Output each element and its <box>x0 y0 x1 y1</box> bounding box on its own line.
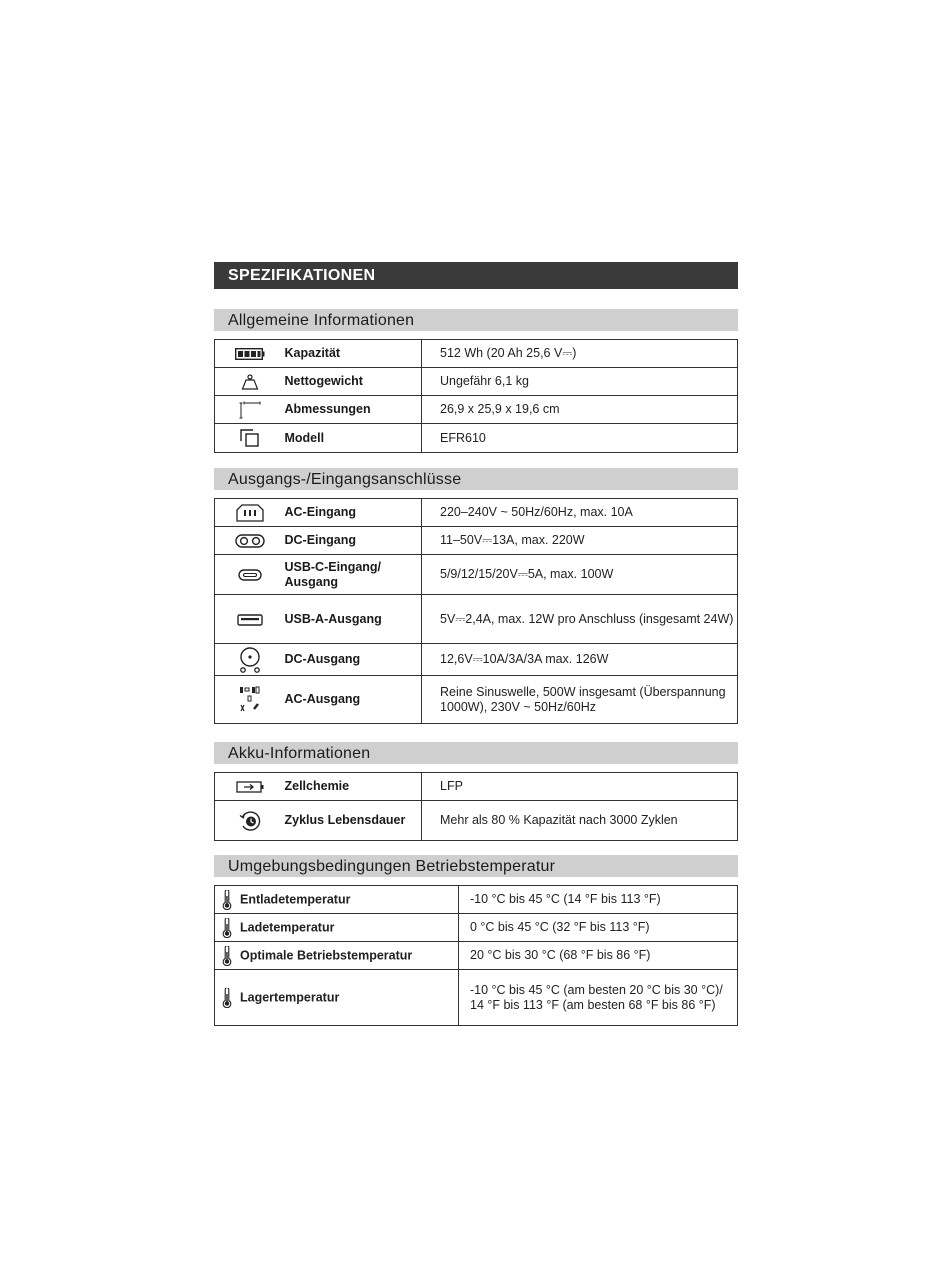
general-table <box>214 339 738 453</box>
spec-label: Optimale Betriebstemperatur <box>240 948 413 962</box>
spec-value: 11–50V⎓13A, max. 220W <box>422 527 738 555</box>
table-row <box>215 773 738 801</box>
spec-page <box>214 262 738 1026</box>
ports-table <box>214 498 738 724</box>
table-row <box>215 396 738 424</box>
table-row <box>215 527 738 555</box>
spec-value: 5/9/12/15/20V⎓5A, max. 100W <box>422 555 738 595</box>
spec-label: Modell <box>285 424 422 453</box>
thermometer-icon <box>222 918 234 938</box>
table-row <box>215 644 738 676</box>
spec-label: AC-Eingang <box>285 499 422 527</box>
cell-chemistry-icon <box>215 773 285 801</box>
spec-value: Ungefähr 6,1 kg <box>422 368 738 396</box>
table-row <box>215 595 738 644</box>
spec-label: DC-Eingang <box>285 527 422 555</box>
spec-value: -10 °C bis 45 °C (am besten 20 °C bis 30 °C)/ 14 °F bis 113 °F (am besten 68 °F bis 86 °F) <box>459 970 738 1026</box>
weight-icon <box>215 368 285 396</box>
section-title-ports: Ausgangs-/Eingangsanschlüsse <box>214 468 738 490</box>
environment-table <box>214 885 738 1026</box>
spec-label: Kapazität <box>285 340 422 368</box>
spec-label: Nettogewicht <box>285 368 422 396</box>
spec-value: 512 Wh (20 Ah 25,6 V⎓) <box>422 340 738 368</box>
dc-output-icon <box>215 644 285 676</box>
section-title-environment: Umgebungsbedingungen Betriebstemperatur <box>214 855 738 877</box>
table-row <box>215 424 738 453</box>
spec-value: Reine Sinuswelle, 500W insgesamt (Überspannung 1000W), 230V ~ 50Hz/60Hz <box>422 676 738 724</box>
spec-value: EFR610 <box>422 424 738 453</box>
usb-a-icon <box>215 595 285 644</box>
spec-label: DC-Ausgang <box>285 644 422 676</box>
spec-value: 0 °C bis 45 °C (32 °F bis 113 °F) <box>459 914 738 942</box>
model-icon <box>215 424 285 453</box>
section-title-general: Allgemeine Informationen <box>214 309 738 331</box>
table-row <box>215 368 738 396</box>
usb-c-icon <box>215 555 285 595</box>
spec-label: Lagertemperatur <box>240 990 340 1004</box>
table-row <box>215 499 738 527</box>
dc-input-icon <box>215 527 285 555</box>
table-row <box>215 886 738 914</box>
spec-value: Mehr als 80 % Kapazität nach 3000 Zyklen <box>422 801 738 841</box>
thermometer-icon <box>222 988 234 1008</box>
battery-table <box>214 772 738 841</box>
spec-value: 26,9 x 25,9 x 19,6 cm <box>422 396 738 424</box>
thermometer-icon <box>222 946 234 966</box>
table-row <box>215 555 738 595</box>
spec-value: 220–240V ~ 50Hz/60Hz, max. 10A <box>422 499 738 527</box>
spec-value: -10 °C bis 45 °C (14 °F bis 113 °F) <box>459 886 738 914</box>
spec-label: Ladetemperatur <box>240 920 335 934</box>
spec-label: Zellchemie <box>285 773 422 801</box>
spec-value: 20 °C bis 30 °C (68 °F bis 86 °F) <box>459 942 738 970</box>
thermometer-icon <box>222 890 234 910</box>
table-row <box>215 340 738 368</box>
ac-input-icon <box>215 499 285 527</box>
battery-icon <box>215 340 285 368</box>
spec-label: Abmessungen <box>285 396 422 424</box>
table-row <box>215 942 738 970</box>
spec-value: 12,6V⎓10A/3A/3A max. 126W <box>422 644 738 676</box>
table-row <box>215 914 738 942</box>
spec-label: AC-Ausgang <box>285 676 422 724</box>
page-title: SPEZIFIKATIONEN <box>214 262 738 289</box>
ac-output-icon <box>215 676 285 724</box>
spec-label: USB-A-Ausgang <box>285 595 422 644</box>
spec-label: Zyklus Lebensdauer <box>285 801 422 841</box>
dimensions-icon <box>215 396 285 424</box>
spec-value: LFP <box>422 773 738 801</box>
spec-value: 5V⎓2,4A, max. 12W pro Anschluss (insgesamt 24W) <box>422 595 738 644</box>
spec-label: USB-C-Eingang/ Ausgang <box>285 555 422 595</box>
section-title-battery: Akku-Informationen <box>214 742 738 764</box>
spec-label: Entladetemperatur <box>240 892 351 906</box>
table-row <box>215 801 738 841</box>
table-row <box>215 676 738 724</box>
table-row <box>215 970 738 1026</box>
cycle-life-icon <box>215 801 285 841</box>
